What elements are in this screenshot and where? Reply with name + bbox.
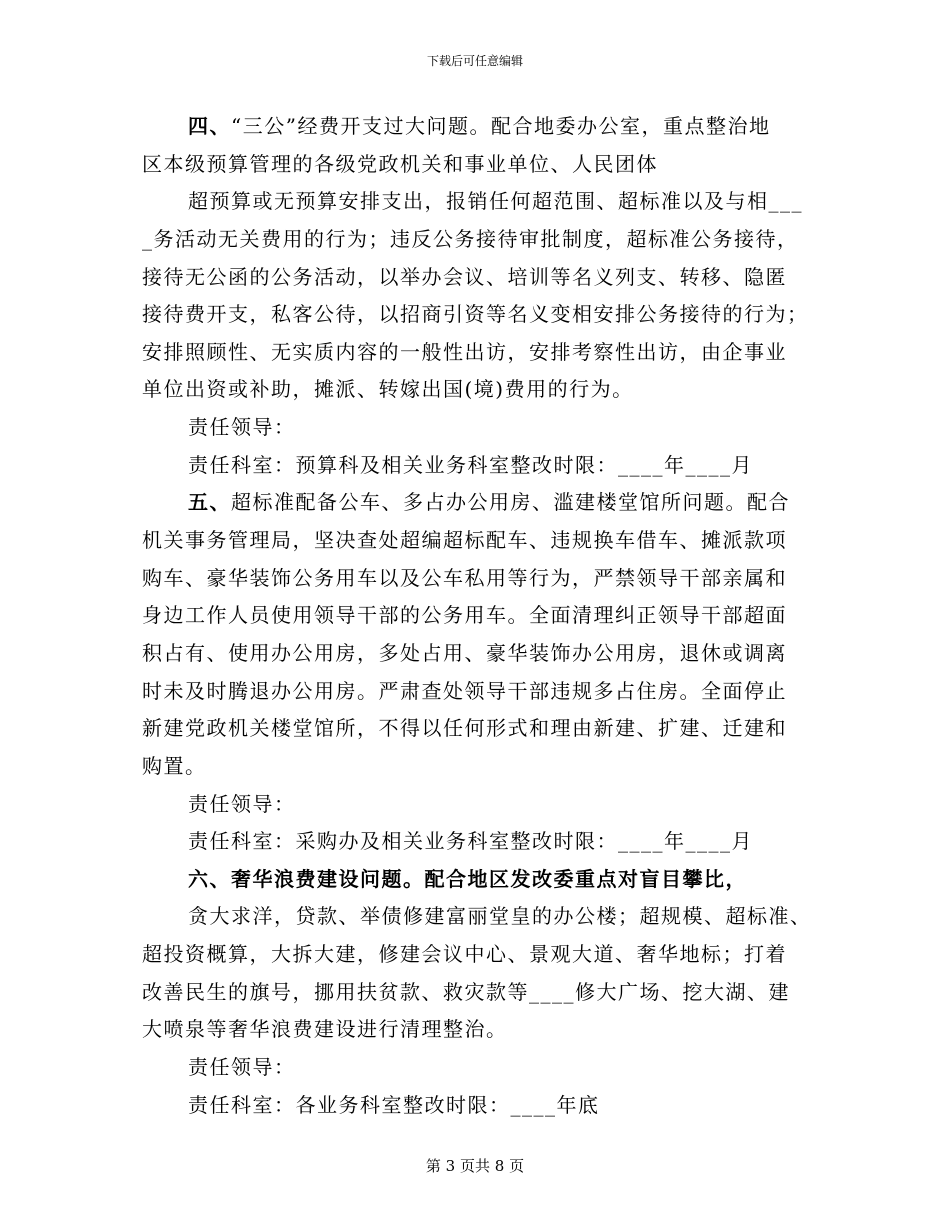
text-run: 责任科室：预算科及相关业务科室整改时限：____年____月 [188, 452, 753, 477]
text-line-sec6-leader [142, 1049, 807, 1087]
text-line-sec5-l1 [142, 484, 807, 522]
text-line-sec6-l5 [142, 1011, 807, 1049]
text-run: 购车、豪华装饰公务用车以及公车私用等行为，严禁领导干部亲属和 [142, 565, 787, 590]
text-run: 大喷泉等奢华浪费建设进行清理整治。 [142, 1017, 508, 1042]
text-run: 接待无公函的公务活动，以举办会议、培训等名义列支、转移、隐匿 [142, 264, 787, 289]
text-line-sec6-dept [142, 1087, 807, 1125]
text-run: 接待费开支，私客公待，以招商引资等名义变相安排公务接待的行为； [142, 302, 809, 327]
text-line-sec4-l5 [142, 259, 807, 297]
text-line-sec4-dept [142, 447, 807, 485]
page-header: 下载后可任意编辑 [426, 54, 523, 68]
text-line-sec4-l1 [142, 108, 807, 146]
text-line-sec4-l2 [142, 146, 807, 184]
text-run: 贪大求洋，贷款、举债修建富丽堂皇的办公楼；超规模、超标准、 [188, 904, 812, 929]
bold-text: 五、 [188, 490, 231, 515]
document-body [142, 108, 812, 1124]
text-line-sec4-leader [142, 409, 807, 447]
bold-text: 六、奢华浪费建设问题。配合地区发改委重点对盲目攀比， [188, 866, 747, 891]
text-line-sec6-l2 [142, 898, 812, 936]
text-run: _务活动无关费用的行为；违反公务接待审批制度，超标准公务接待， [142, 226, 799, 251]
bold-text: 四、 [188, 114, 231, 138]
text-line-sec6-l1 [142, 861, 807, 899]
text-line-sec5-l4 [142, 597, 807, 635]
text-line-sec5-l5 [142, 635, 807, 673]
text-line-sec4-l6 [142, 296, 807, 334]
text-run: 责任科室：各业务科室整改时限：____年底 [188, 1092, 600, 1117]
text-run: 身边工作人员使用领导干部的公务用车。全面清理纠正领导干部超面 [142, 603, 787, 628]
text-run: 积占有、使用办公用房，多处占用、豪华装饰办公用房，退休或调离 [142, 640, 787, 665]
text-run: 责任科室：采购办及相关业务科室整改时限：____年____月 [188, 829, 753, 854]
text-run: 超预算或无预算安排支出，报销任何超范围、超标准以及与相___ [188, 189, 803, 214]
text-line-sec5-l7 [142, 710, 807, 748]
text-line-sec4-l3 [142, 183, 807, 221]
text-line-sec5-leader [142, 786, 807, 824]
text-line-sec4-l4 [142, 221, 807, 259]
text-run: 责任领导： [188, 415, 296, 440]
text-run: 超投资概算，大拆大建，修建会议中心、景观大道、奢华地标；打着 [142, 942, 787, 967]
text-run: 超标准配备公车、多占办公用房、滥建楼堂馆所问题。配合 [231, 490, 790, 515]
page-number: 第 3 页共 8 页 [425, 1157, 525, 1175]
text-line-sec6-l4 [142, 974, 807, 1012]
text-run: 责任领导： [188, 791, 296, 816]
text-run: 时未及时腾退办公用房。严肃查处领导干部违规多占住房。全面停止 [142, 678, 787, 703]
text-run: 责任领导： [188, 1055, 296, 1080]
text-line-sec5-l3 [142, 560, 807, 598]
text-line-sec5-l8 [142, 748, 807, 786]
text-line-sec5-l2 [142, 522, 807, 560]
text-line-sec4-l7 [142, 334, 807, 372]
text-line-sec5-dept [142, 823, 807, 861]
text-run: 单位出资或补助，摊派、转嫁出国(境)费用的行为。 [142, 377, 634, 402]
text-line-sec4-l8 [142, 371, 807, 409]
text-run: 机关事务管理局，坚决查处超编超标配车、违规换车借车、摊派款项 [142, 528, 787, 553]
text-run: 购置。 [142, 753, 207, 778]
text-run: 改善民生的旗号，挪用扶贫款、救灾款等____修大广场、挖大湖、建 [142, 979, 790, 1004]
text-line-sec5-l6 [142, 673, 807, 711]
text-run: 新建党政机关楼堂馆所，不得以任何形式和理由新建、扩建、迁建和 [142, 716, 787, 741]
text-line-sec6-l3 [142, 936, 807, 974]
text-run: 区本级预算管理的各级党政机关和事业单位、人民团体 [142, 151, 658, 176]
text-run: 安排照顾性、无实质内容的一般性出访，安排考察性出访，由企事业 [142, 339, 787, 364]
text-run: “三公”经费开支过大问题。配合地委办公室，重点整治地 [231, 114, 771, 138]
